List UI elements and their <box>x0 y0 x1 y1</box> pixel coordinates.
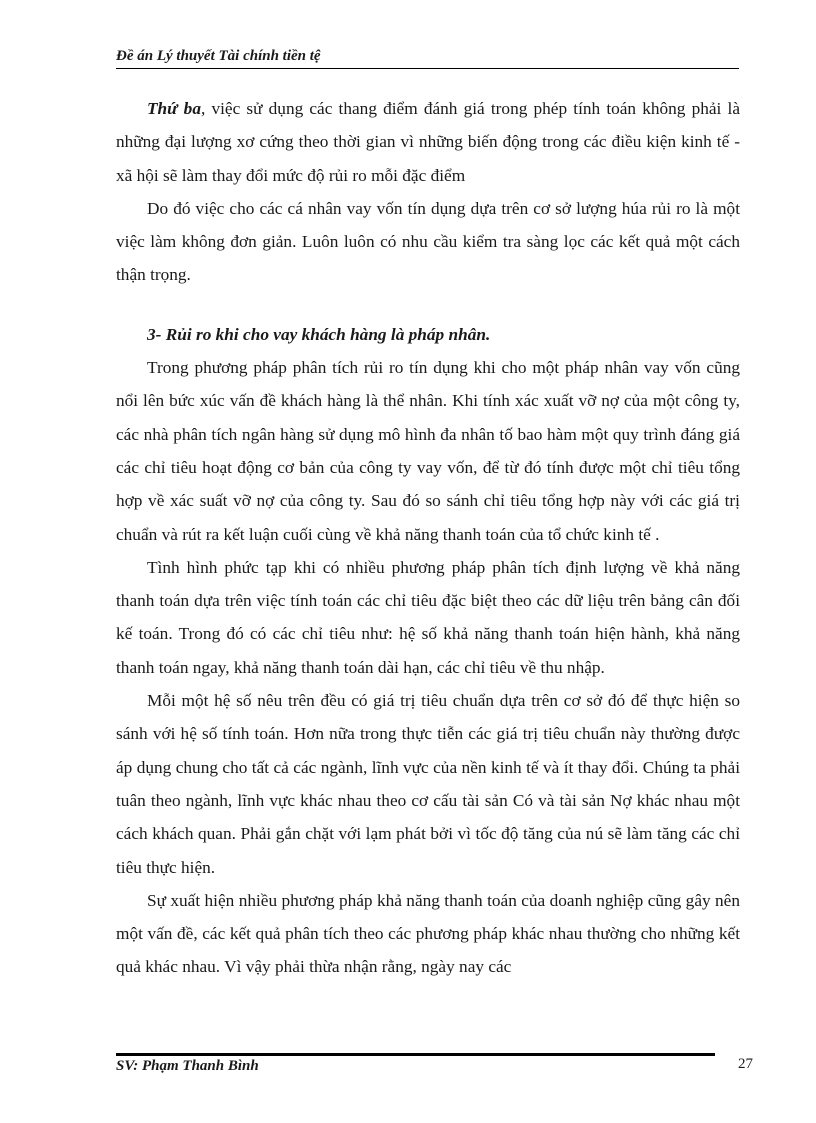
footer-divider <box>116 1053 715 1056</box>
header-divider <box>116 68 739 69</box>
document-body <box>116 92 740 984</box>
section-heading: 3- Rủi ro khi cho vay khách hàng là pháp nhân. <box>147 324 491 344</box>
paragraph-4: Tình hình phức tạp khi có nhiều phương pháp phân tích định lượng về khả năng thanh toán dựa trên việc tính toán các chỉ tiêu đặc biệt theo các dữ liệu trên bảng cân đối kế toán. Trong đó có các chỉ tiêu như: hệ số khả năng thanh toán hiện hành, khả năng thanh toán ngay, khả năng thanh toán dài hạn, các chỉ tiêu về thu nhập. <box>116 557 740 677</box>
footer-author: SV: Phạm Thanh Bình <box>116 1058 259 1074</box>
paragraph-5: Mỗi một hệ số nêu trên đều có giá trị tiêu chuẩn dựa trên cơ sở đó để thực hiện so sánh với hệ số tính toán. Hơn nữa trong thực tiễn các giá trị tiêu chuẩn này thường được áp dụng chung cho tất cả các ngành, lĩnh vực của nền kinh tế và ít thay đổi. Chúng ta phải tuân theo ngành, lĩnh vực khác nhau theo cơ cấu tài sản Có và tài sản Nợ khác nhau một cách khách quan. Phải gắn chặt với lạm phát bởi vì tốc độ tăng của nú sẽ làm tăng các chỉ tiêu thực hiện. <box>116 691 740 877</box>
paragraph-2: Do đó việc cho các cá nhân vay vốn tín dụng dựa trên cơ sở lượng húa rủi ro là một việc làm không đơn giản. Luôn luôn có nhu cầu kiểm tra sàng lọc các kết quả một cách thận trọng. <box>116 198 740 285</box>
page-number: 27 <box>738 1056 753 1072</box>
paragraph-1-lead: Thứ ba <box>147 99 201 118</box>
header-title: Đề án Lý thuyết Tài chính tiền tệ <box>116 48 321 64</box>
paragraph-1-text: , việc sử dụng các thang điểm đánh giá trong phép tính toán không phải là những đại lượng xơ cứng theo thời gian vì những biến động trong các điều kiện kinh tế - xã hội sẽ làm thay đổi mức độ rủi ro mỗi đặc điểm <box>116 99 740 185</box>
paragraph-6: Sự xuất hiện nhiều phương pháp khả năng thanh toán của doanh nghiệp cũng gây nên một vấn đề, các kết quả phân tích theo các phương pháp khác nhau thường cho những kết quả khác nhau. Vì vậy phải thừa nhận rằng, ngày nay các <box>116 890 740 977</box>
paragraph-3: Trong phương pháp phân tích rủi ro tín dụng khi cho một pháp nhân vay vốn cũng nổi lên bức xúc vấn đề khách hàng là thể nhân. Khi tính xác xuất vỡ nợ của một công ty, các nhà phân tích ngân hàng sử dụng mô hình đa nhân tố bao hàm một quy trình đáng giá các chỉ tiêu hoạt động cơ bản của công ty vay vốn, để từ đó tính được một chỉ tiêu tổng hợp về xác suất vỡ nợ của công ty. Sau đó so sánh chỉ tiêu tổng hợp này với các giá trị chuẩn và rút ra kết luận cuối cùng về khả năng thanh toán của tổ chức kinh tế . <box>116 358 740 544</box>
paragraph-1 <box>116 92 740 192</box>
